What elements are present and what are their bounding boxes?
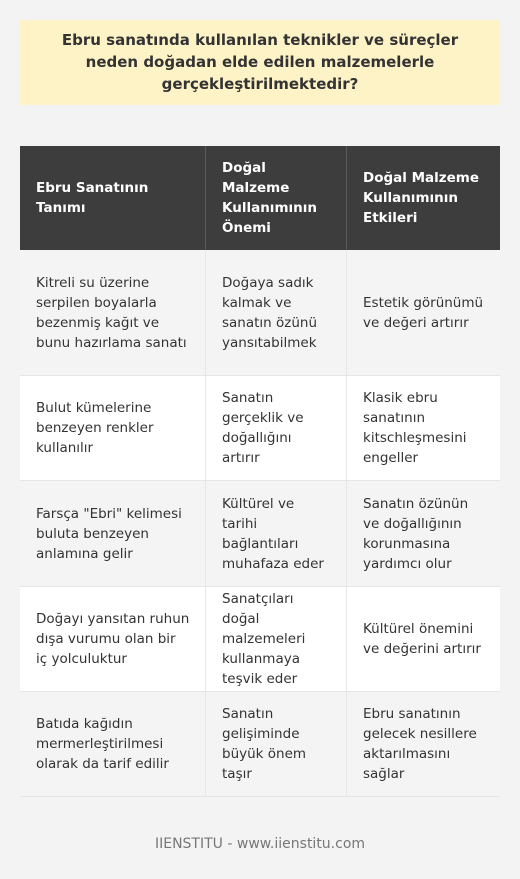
table-cell: Kültürel ve tarihi bağlantıları muhafaza eder (206, 481, 347, 586)
table-row (20, 481, 500, 587)
table-cell: Kültürel önemini ve değerini artırır (363, 621, 481, 657)
info-table (20, 146, 500, 797)
table-cell: Sanatın özünün ve doğallığının korunmasına yardımcı olur (363, 495, 469, 572)
table-cell: Doğaya sadık kalmak ve sanatın özünü yansıtabilmek (206, 250, 347, 375)
table-row (20, 587, 500, 692)
table-cell: Sanatın gerçeklik ve doğallığını artırır (206, 376, 347, 480)
table-cell: Sanatçıları doğal malzemeleri kullanmaya teşvik eder (206, 587, 347, 691)
header-cell-importance: Doğal Malzeme Kullanımının Önemi (206, 146, 347, 250)
table-cell: Batıda kağıdın mermerleştirilmesi olarak da tarif edilir (20, 692, 206, 796)
table-header-row (20, 146, 500, 250)
question-title: Ebru sanatında kullanılan teknikler ve süreçler neden doğadan elde edilen malzemelerle gerçekleştirilmektedir? (20, 20, 500, 105)
header-cell-definition: Ebru Sanatının Tanımı (20, 146, 206, 250)
table-cell: Kitreli su üzerine serpilen boyalarla bezenmiş kağıt ve bunu hazırlama sanatı (20, 250, 206, 375)
table-cell: Farsça "Ebri" kelimesi buluta benzeyen anlamına gelir (20, 481, 206, 586)
table-cell: Bulut kümelerine benzeyen renkler kullanılır (20, 376, 206, 480)
table-cell: Ebru sanatının gelecek nesillere aktarılmasını sağlar (363, 706, 477, 782)
table-cell: Klasik ebru sanatının kitschleşmesini engeller (363, 390, 467, 466)
table-row (20, 692, 500, 797)
table-row (20, 376, 500, 481)
table-row (20, 250, 500, 376)
table-cell: Estetik görünümü ve değeri artırır (363, 294, 484, 331)
table-cell: Doğayı yansıtan ruhun dışa vurumu olan bir iç yolculuktur (20, 587, 206, 691)
table-cell: Sanatın gelişiminde büyük önem taşır (206, 692, 347, 796)
footer-credit: IIENSTITU - www.iienstitu.com (154, 836, 366, 852)
header-cell-effects: Doğal Malzeme Kullanımının Etkileri (363, 170, 479, 226)
